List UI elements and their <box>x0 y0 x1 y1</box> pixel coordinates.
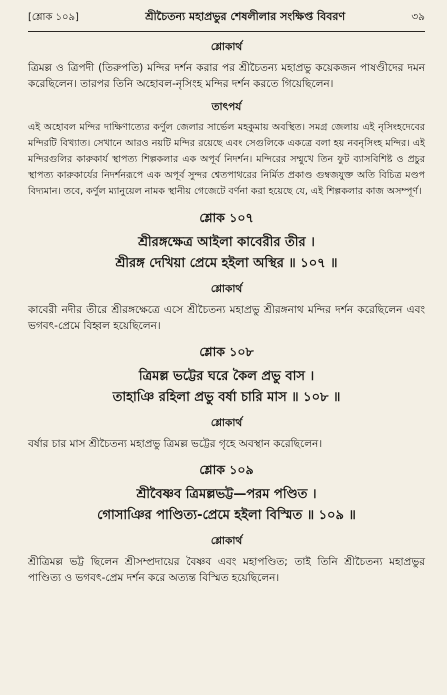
running-header <box>28 8 425 32</box>
translation-text: কাবেরী নদীর তীরে শ্রীরঙ্গক্ষেত্রে এসে শ্রীচৈতন্য মহাপ্রভু শ্রীরঙ্গনাথ মন্দির দর্শন করেছিলেন এবং ভগবৎ-প্রেমে বিহ্বল হয়েছিলেন। <box>28 304 425 332</box>
block-verse-106 <box>28 40 425 200</box>
verse-number: শ্লোক ১০৭ <box>199 210 254 225</box>
translation-heading: শ্লোকার্থ <box>210 535 243 547</box>
page-number: ৩৯ <box>411 11 425 23</box>
translation-heading: শ্লোকার্থ <box>210 417 243 429</box>
verse-line-1: শ্রীবৈষ্ণব ত্রিমল্লভট্ট—পরম পণ্ডিত । <box>136 487 317 502</box>
verse-number: শ্লোক ১০৯ <box>199 462 254 477</box>
translation-text: শ্রীত্রিমল্ল ভট্ট ছিলেন শ্রীসম্প্রদায়ের বৈষ্ণব এবং মহাপণ্ডিত; তাই তিনি শ্রীচৈতন্য মহাপ্রভুর পাণ্ডিত্য ও ভগবৎ-প্রেম দর্শন করে অত্যন্ত বিস্মিত হয়েছিলেন। <box>28 556 425 584</box>
block-verse-109 <box>28 462 425 586</box>
translation-text: ত্রিমল্ল ও ত্রিপদী (তিরুপতি) মন্দির দর্শন করার পর শ্রীচৈতন্য মহাপ্রভু কয়েকজন পাষণ্ডীদের দমন করেছিলেন। তারপর তিনি অহোবল-নৃসিংহ মন্দির দর্শন করতে গিয়েছিলেন। <box>28 62 425 90</box>
verse-number: শ্লোক ১০৮ <box>199 344 254 359</box>
purport-heading: তাৎপর্য <box>211 101 242 113</box>
translation-heading: শ্লোকার্থ <box>210 41 243 53</box>
verse-line-2: গোসাঞির পাণ্ডিত্য-প্রেমে হইলা বিস্মিত ॥ ১০৯ ॥ <box>97 508 356 523</box>
verse-line-2: শ্রীরঙ্গ দেখিয়া প্রেমে হইলা অস্থির ॥ ১০৭ ॥ <box>115 256 338 271</box>
verse-line-1: শ্রীরঙ্গক্ষেত্র আইলা কাবেরীর তীর । <box>138 235 315 250</box>
verse-line-2: তাহাঞি রহিলা প্রভু বর্ষা চারি মাস ॥ ১০৮ ॥ <box>112 390 341 405</box>
purport-text: এই অহোবল মন্দির দাক্ষিণাত্যের কর্ণুল জেলার সার্ভেল মহকুমায় অবস্থিত। সমগ্র জেলায় এই নৃসিংহদেবের মন্দিরটি বিখ্যাত। সেখানে আরও নয়টি মন্দির রয়েছে এবং সেগুলিকে একত্রে বলা হয় নবনৃসিংহ মন্দির। এই মন্দিরগুলির কারুকার্য স্থাপত্য শিল্পকলার এক অপূর্ব নিদর্শন। মন্দিরের সম্মুখে তিন ফুট ব্যাসবিশিষ্ট ও প্রচুর স্থাপত্য কারুকার্যের নিদর্শনরূপে এক অপূর্ব সুন্দর শ্বেতপাথরের নির্মিত প্রকাণ্ড গুম্বজযুক্ত অতি বিচিত্র মণ্ডপ বিদ্যমান। তবে, কর্ণুল ম্যানুয়েল নামক স্থানীয় গেজেটে বর্ণনা করা হয়েছে যে, এই শিল্পকলার কাজ অসম্পূর্ণ। <box>28 122 425 197</box>
translation-heading: শ্লোকার্থ <box>210 283 243 295</box>
header-verse-ref: [শ্লোক ১০৯] <box>28 12 79 23</box>
translation-text: বর্ষার চার মাস শ্রীচৈতন্য মহাপ্রভু ত্রিমল্ল ভট্টের গৃহে অবস্থান করেছিলেন। <box>28 438 323 450</box>
block-verse-107 <box>28 210 425 334</box>
block-verse-108 <box>28 344 425 452</box>
header-title: শ্রীচৈতন্য মহাপ্রভুর শেষলীলার সংক্ষিপ্ত বিবরণ <box>145 10 346 23</box>
verse-line-1: ত্রিমল্ল ভট্টের ঘরে কৈল প্রভু বাস । <box>138 369 315 384</box>
